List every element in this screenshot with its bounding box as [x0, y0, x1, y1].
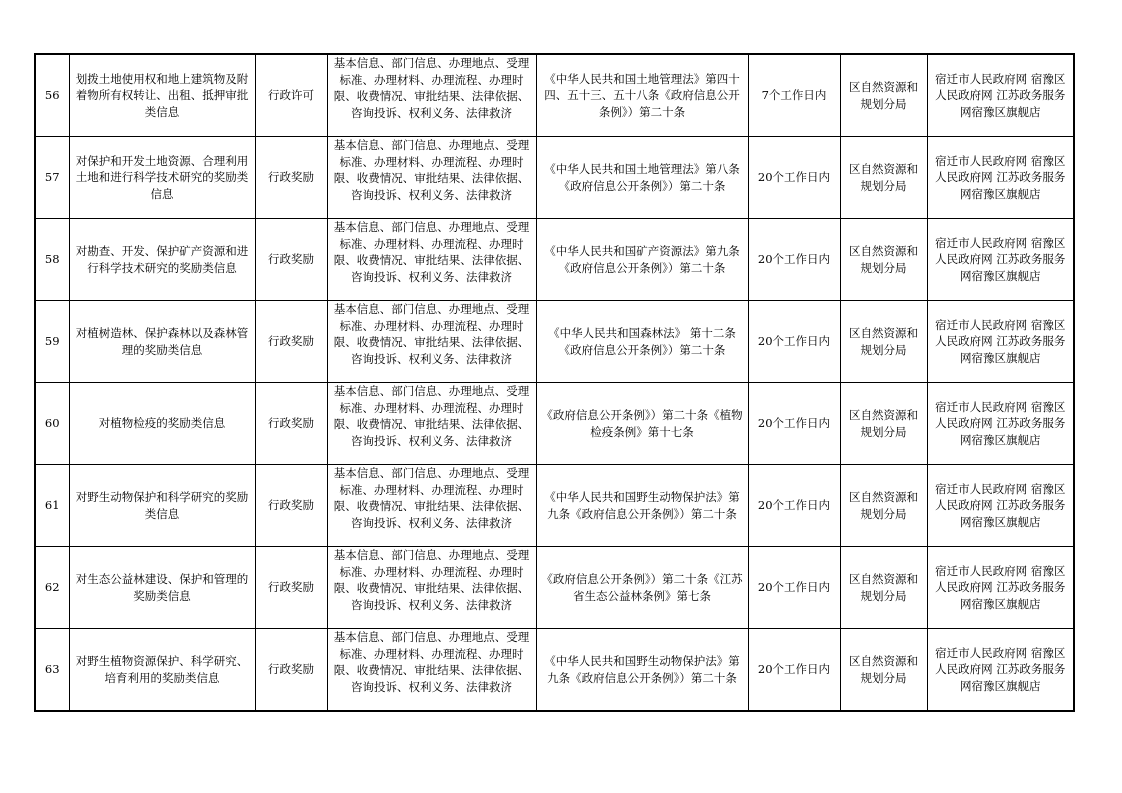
table-row	[35, 465, 1074, 547]
item-type: 行政奖励	[255, 301, 327, 383]
time-limit: 20个工作日内	[748, 465, 840, 547]
publication-channel: 宿迁市人民政府网 宿豫区人民政府网 江苏政务服务网宿豫区旗舰店	[927, 465, 1074, 547]
disclosure-content-text: 基本信息、部门信息、办理地点、受理标准、办理材料、办理流程、办理时限、收费情况、审批结果、法律依据、咨询投诉、权利义务、法律救济	[333, 138, 530, 202]
time-limit: 20个工作日内	[748, 629, 840, 712]
time-limit: 20个工作日内	[748, 301, 840, 383]
disclosure-content	[327, 301, 536, 383]
item-type: 行政许可	[255, 54, 327, 137]
table-row	[35, 301, 1074, 383]
table-row	[35, 137, 1074, 219]
responsible-department: 区自然资源和规划分局	[840, 465, 927, 547]
responsible-department: 区自然资源和规划分局	[840, 383, 927, 465]
publication-channel: 宿迁市人民政府网 宿豫区人民政府网 江苏政务服务网宿豫区旗舰店	[927, 137, 1074, 219]
item-type: 行政奖励	[255, 629, 327, 712]
publication-channel: 宿迁市人民政府网 宿豫区人民政府网 江苏政务服务网宿豫区旗舰店	[927, 547, 1074, 629]
disclosure-content-text: 基本信息、部门信息、办理地点、受理标准、办理材料、办理流程、办理时限、收费情况、审批结果、法律依据、咨询投诉、权利义务、法律救济	[333, 384, 530, 448]
responsible-department: 区自然资源和规划分局	[840, 137, 927, 219]
item-name: 对生态公益林建设、保护和管理的奖励类信息	[69, 547, 255, 629]
row-number: 57	[35, 137, 69, 219]
row-number: 63	[35, 629, 69, 712]
item-type: 行政奖励	[255, 547, 327, 629]
disclosure-content-text: 基本信息、部门信息、办理地点、受理标准、办理材料、办理流程、办理时限、收费情况、审批结果、法律依据、咨询投诉、权利义务、法律救济	[333, 56, 530, 120]
disclosure-content-text: 基本信息、部门信息、办理地点、受理标准、办理材料、办理流程、办理时限、收费情况、审批结果、法律依据、咨询投诉、权利义务、法律救济	[333, 548, 530, 612]
disclosure-content	[327, 547, 536, 629]
disclosure-content	[327, 465, 536, 547]
item-type: 行政奖励	[255, 137, 327, 219]
disclosure-table	[34, 53, 1075, 712]
publication-channel: 宿迁市人民政府网 宿豫区人民政府网 江苏政务服务网宿豫区旗舰店	[927, 383, 1074, 465]
disclosure-content	[327, 629, 536, 712]
item-type: 行政奖励	[255, 383, 327, 465]
disclosure-content-text: 基本信息、部门信息、办理地点、受理标准、办理材料、办理流程、办理时限、收费情况、审批结果、法律依据、咨询投诉、权利义务、法律救济	[333, 466, 530, 530]
disclosure-content	[327, 54, 536, 137]
legal-basis: 《中华人民共和国野生动物保护法》第九条《政府信息公开条例》）第二十条	[536, 629, 748, 712]
disclosure-content-text: 基本信息、部门信息、办理地点、受理标准、办理材料、办理流程、办理时限、收费情况、审批结果、法律依据、咨询投诉、权利义务、法律救济	[333, 220, 530, 284]
disclosure-content	[327, 219, 536, 301]
table-row	[35, 383, 1074, 465]
legal-basis: 《政府信息公开条例》）第二十条《植物检疫条例》第十七条	[536, 383, 748, 465]
legal-basis: 《中华人民共和国土地管理法》第八条《政府信息公开条例》）第二十条	[536, 137, 748, 219]
item-name: 对植树造林、保护森林以及森林管理的奖励类信息	[69, 301, 255, 383]
responsible-department: 区自然资源和规划分局	[840, 54, 927, 137]
item-name: 对野生动物保护和科学研究的奖励类信息	[69, 465, 255, 547]
row-number: 60	[35, 383, 69, 465]
legal-basis: 《中华人民共和国矿产资源法》第九条《政府信息公开条例》）第二十条	[536, 219, 748, 301]
publication-channel: 宿迁市人民政府网 宿豫区人民政府网 江苏政务服务网宿豫区旗舰店	[927, 219, 1074, 301]
time-limit: 20个工作日内	[748, 137, 840, 219]
table-row	[35, 219, 1074, 301]
responsible-department: 区自然资源和规划分局	[840, 301, 927, 383]
legal-basis: 《中华人民共和国森林法》 第十二条《政府信息公开条例》）第二十条	[536, 301, 748, 383]
disclosure-content	[327, 137, 536, 219]
legal-basis: 《中华人民共和国野生动物保护法》第九条《政府信息公开条例》）第二十条	[536, 465, 748, 547]
item-type: 行政奖励	[255, 219, 327, 301]
row-number: 61	[35, 465, 69, 547]
table-row	[35, 547, 1074, 629]
time-limit: 20个工作日内	[748, 547, 840, 629]
item-type: 行政奖励	[255, 465, 327, 547]
table-row	[35, 629, 1074, 712]
row-number: 58	[35, 219, 69, 301]
disclosure-content-text: 基本信息、部门信息、办理地点、受理标准、办理材料、办理流程、办理时限、收费情况、审批结果、法律依据、咨询投诉、权利义务、法律救济	[333, 302, 530, 366]
disclosure-content	[327, 383, 536, 465]
disclosure-content-text: 基本信息、部门信息、办理地点、受理标准、办理材料、办理流程、办理时限、收费情况、审批结果、法律依据、咨询投诉、权利义务、法律救济	[333, 630, 530, 694]
legal-basis: 《政府信息公开条例》）第二十条《江苏省生态公益林条例》第七条	[536, 547, 748, 629]
item-name: 对勘查、开发、保护矿产资源和进行科学技术研究的奖励类信息	[69, 219, 255, 301]
time-limit: 20个工作日内	[748, 219, 840, 301]
row-number: 59	[35, 301, 69, 383]
item-name: 对野生植物资源保护、科学研究、培育利用的奖励类信息	[69, 629, 255, 712]
publication-channel: 宿迁市人民政府网 宿豫区人民政府网 江苏政务服务网宿豫区旗舰店	[927, 301, 1074, 383]
row-number: 56	[35, 54, 69, 137]
time-limit: 20个工作日内	[748, 383, 840, 465]
publication-channel: 宿迁市人民政府网 宿豫区人民政府网 江苏政务服务网宿豫区旗舰店	[927, 629, 1074, 712]
item-name: 划拨土地使用权和地上建筑物及附着物所有权转让、出租、抵押审批类信息	[69, 54, 255, 137]
time-limit: 7个工作日内	[748, 54, 840, 137]
responsible-department: 区自然资源和规划分局	[840, 219, 927, 301]
publication-channel: 宿迁市人民政府网 宿豫区人民政府网 江苏政务服务网宿豫区旗舰店	[927, 54, 1074, 137]
row-number: 62	[35, 547, 69, 629]
responsible-department: 区自然资源和规划分局	[840, 629, 927, 712]
table-row	[35, 54, 1074, 137]
responsible-department: 区自然资源和规划分局	[840, 547, 927, 629]
item-name: 对保护和开发土地资源、合理利用土地和进行科学技术研究的奖励类信息	[69, 137, 255, 219]
item-name: 对植物检疫的奖励类信息	[69, 383, 255, 465]
legal-basis: 《中华人民共和国土地管理法》第四十四、五十三、五十八条《政府信息公开条例》）第二十条	[536, 54, 748, 137]
